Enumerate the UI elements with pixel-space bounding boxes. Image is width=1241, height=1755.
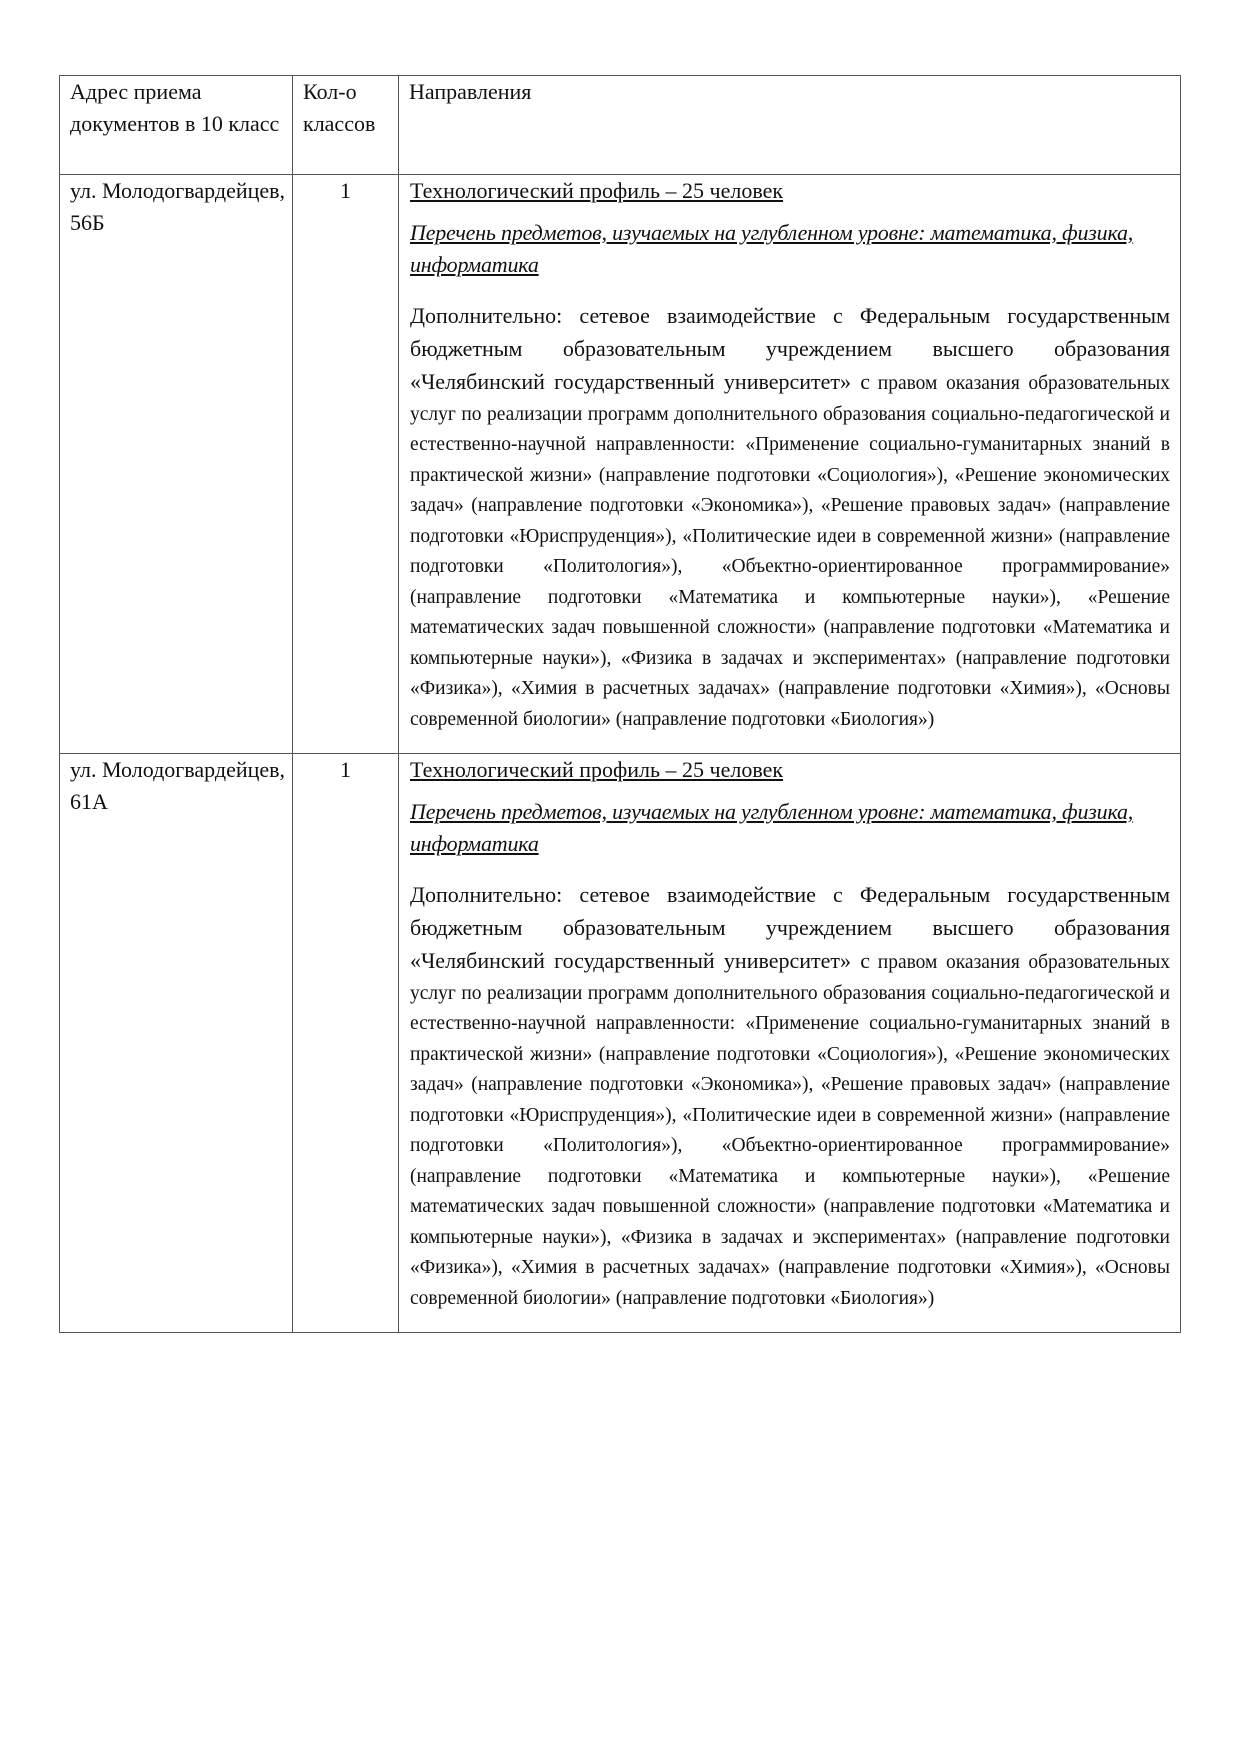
table-row — [60, 754, 1181, 1333]
subjects-list: Перечень предметов, изучаемых на углубленном уровне: математика, физика, информатика — [410, 220, 1134, 277]
additional-info — [410, 878, 1170, 1314]
admission-table — [59, 75, 1181, 1333]
header-directions: Направления — [399, 76, 1181, 175]
additional-info-rest: правом оказания образовательных услуг по реализации программ дополнительного образования социально-педагогической и естественно-научной направленности: «Применение социально-гуманитарных знаний в практической жизни» (направление подготовки «Социология»), «Решение экономических задач» (направление подготовки «Экономика»), «Решение правовых задач» (направление подготовки «Юриспруденция»), «Политические идеи в современной жизни» (направление подготовки «Политология»), «Объектно-ориентированное программирование» (направление подготовки «Математика и компьютерные науки»), «Решение математических задач повышенной сложности» (направление подготовки «Математика и компьютерные науки»), «Физика в задачах и экспериментах» (направление подготовки «Физика»), «Химия в расчетных задачах» (направление подготовки «Химия»), «Основы современной биологии» (направление подготовки «Биология») — [410, 952, 1170, 1309]
profile-title: Технологический профиль – 25 человек — [410, 757, 784, 782]
directions-cell — [399, 175, 1181, 754]
address-cell: ул. Молодогвардейцев, 61А — [60, 754, 293, 1333]
address-cell: ул. Молодогвардейцев, 56Б — [60, 175, 293, 754]
class-count-cell: 1 — [293, 754, 399, 1333]
additional-info-rest: правом оказания образовательных услуг по реализации программ дополнительного образования социально-педагогической и естественно-научной направленности: «Применение социально-гуманитарных знаний в практической жизни» (направление подготовки «Социология»), «Решение экономических задач» (направление подготовки «Экономика»), «Решение правовых задач» (направление подготовки «Юриспруденция»), «Политические идеи в современной жизни» (направление подготовки «Политология»), «Объектно-ориентированное программирование» (направление подготовки «Математика и компьютерные науки»), «Решение математических задач повышенной сложности» (направление подготовки «Математика и компьютерные науки»), «Физика в задачах и экспериментах» (направление подготовки «Физика»), «Химия в расчетных задачах» (направление подготовки «Химия»), «Основы современной биологии» (направление подготовки «Биология») — [410, 373, 1170, 730]
subjects-list: Перечень предметов, изучаемых на углубленном уровне: математика, физика, информатика — [410, 799, 1134, 856]
additional-info-lead: Дополнительно: сетевое взаимодействие с Федеральным государственным бюджетным образовательным учреждением высшего образования «Челябинский государственный университет» с — [410, 882, 1170, 973]
additional-info — [410, 299, 1170, 735]
header-address: Адрес приема документов в 10 класс — [60, 76, 293, 175]
table-header-row — [60, 76, 1181, 175]
profile-title: Технологический профиль – 25 человек — [410, 178, 784, 203]
table-row — [60, 175, 1181, 754]
header-count: Кол-о классов — [293, 76, 399, 175]
additional-info-lead: Дополнительно: сетевое взаимодействие с Федеральным государственным бюджетным образовательным учреждением высшего образования «Челябинский государственный университет» с — [410, 303, 1170, 394]
directions-cell — [399, 754, 1181, 1333]
class-count-cell: 1 — [293, 175, 399, 754]
